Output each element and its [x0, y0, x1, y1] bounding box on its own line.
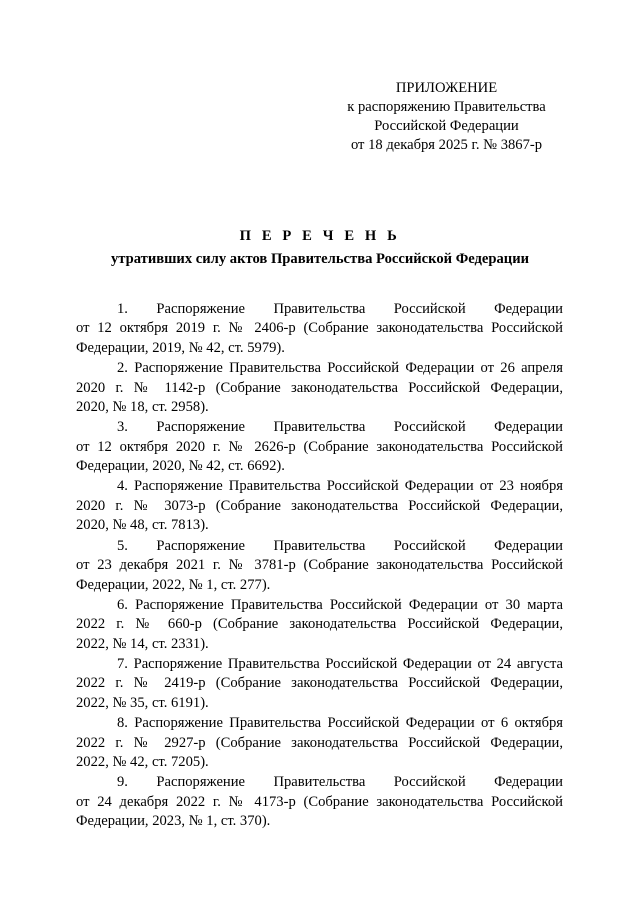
list-item-line: 4. Распоряжение Правительства Российской Федерации от 23 ноября	[117, 478, 563, 495]
document-title: П Е Р Е Ч Е Н Ь	[239, 228, 401, 244]
list-item-line: от 24 декабря 2022 г. № 4173-р (Собрание законодательства Российской	[76, 793, 563, 810]
list-item-line: 1. Распоряжение Правительства Российской Федерации	[117, 301, 563, 317]
list-item-line: 3. Распоряжение Правительства Российской Федерации	[117, 419, 563, 436]
list-item-line: 2020 г. № 1142-р (Собрание законодательства Российской Федерации,	[76, 379, 563, 396]
list-item	[76, 714, 563, 772]
list-item-line: 2022, № 14, ст. 2331).	[76, 635, 209, 652]
list-item	[76, 359, 563, 417]
appendix-header	[330, 79, 563, 155]
list-item	[76, 537, 563, 595]
acts-list	[76, 300, 563, 832]
list-item-line: 2020, № 48, ст. 7813).	[76, 517, 209, 534]
list-item-line: 5. Распоряжение Правительства Российской Федерации	[117, 537, 563, 554]
list-item-line: 2. Распоряжение Правительства Российской Федерации от 26 апреля	[117, 360, 563, 377]
list-item-line: 2022, № 42, ст. 7205).	[76, 754, 209, 770]
list-item-line: Федерации, 2019, № 42, ст. 5979).	[76, 339, 285, 356]
list-item-line: 2020 г. № 3073-р (Собрание законодательства Российской Федерации,	[76, 497, 563, 514]
list-item-line: Федерации, 2022, № 1, ст. 277).	[76, 576, 271, 593]
list-item-line: от 12 октября 2019 г. № 2406-р (Собрание законодательства Российской	[76, 320, 563, 337]
list-item-line: 2022 г. № 2419-р (Собрание законодательства Российской Федерации,	[76, 675, 563, 692]
list-item-line: 2022, № 35, ст. 6191).	[76, 694, 209, 711]
list-item-line: 2022 г. № 2927-р (Собрание законодательства Российской Федерации,	[76, 734, 563, 751]
list-item-line: 2020, № 18, ст. 2958).	[76, 399, 209, 416]
appendix-reference-line-1: к распоряжению Правительства	[347, 99, 546, 115]
appendix-title: ПРИЛОЖЕНИЕ	[395, 80, 498, 96]
list-item	[76, 477, 563, 535]
appendix-reference-line-2: Российской Федерации	[374, 118, 519, 134]
list-item-line: 7. Распоряжение Правительства Российской Федерации от 24 августа	[117, 655, 563, 672]
list-item-line: от 23 декабря 2021 г. № 3781-р (Собрание законодательства Российской	[76, 557, 563, 574]
list-item	[76, 655, 563, 713]
list-item	[76, 773, 563, 831]
list-item	[76, 418, 563, 476]
list-item	[76, 300, 563, 358]
list-item	[76, 596, 563, 654]
list-item-line: 6. Распоряжение Правительства Российской Федерации от 30 марта	[117, 596, 563, 613]
list-item-line: 9. Распоряжение Правительства Российской Федерации	[117, 774, 563, 791]
list-item-line: 8. Распоряжение Правительства Российской Федерации от 6 октября	[117, 715, 563, 732]
list-item-line: 2022 г. № 660-р (Собрание законодательства Российской Федерации,	[76, 616, 563, 633]
document-subtitle: утративших силу актов Правительства Российской Федерации	[110, 251, 530, 267]
list-item-line: Федерации, 2020, № 42, ст. 6692).	[76, 458, 285, 475]
list-item-line: от 12 октября 2020 г. № 2626-р (Собрание законодательства Российской	[76, 438, 563, 455]
appendix-reference-line-3: от 18 декабря 2025 г. № 3867-р	[350, 137, 543, 153]
list-item-line: Федерации, 2023, № 1, ст. 370).	[76, 813, 271, 830]
